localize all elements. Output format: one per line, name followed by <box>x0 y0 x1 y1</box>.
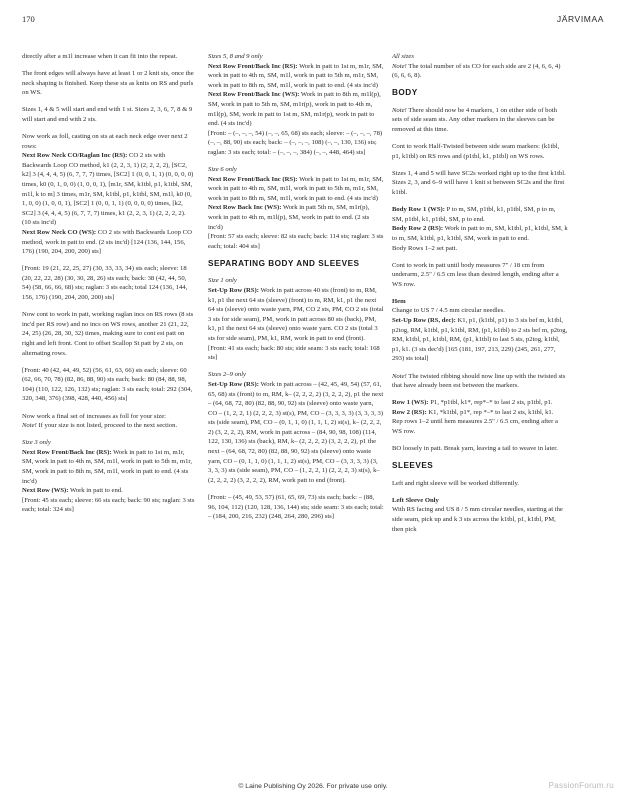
row-label: Next Row (WS): <box>22 487 69 495</box>
note <box>22 421 196 431</box>
size-heading: Sizes 2–9 only <box>208 371 246 379</box>
stitch-count: [Front: 41 sts each; back: 80 sts; side seam: 3 sts each; total: 168 sts] <box>208 344 380 362</box>
instruction-row <box>22 448 196 486</box>
size-heading: Size 6 only <box>208 166 237 174</box>
row-text: CO 2 sts with Backwards Loop CO method, k1 (2, 2, 3, 1) (2, 2, 2, 2), [SC2, k2] 3 (4, 4, 4, 5) (6, 7, 7, 7) times, [SC2] 1 (0, 0, 1, 1) (0, 0, 0, 0) times, k0 (0, 1, 0, 0) (1, 0, 0, 1), [m1r, SM, k1tbl, p1, k1tbl, SM, m1l, k to m] 3 times, m1r, SM, k1tbl, p1, k1tbl, SM, m1l, k0 (0, 1, 0, 0) (1, 0, 0, 1), [SC2] 1 (0, 0, 1, 1) (0, 0, 0, 0) times, [k2, SC2] 3 (4, 4, 4, 5) (6, 7, 7, 7) times, k1 (2, 2, 3, 1) (2, 2, 2, 2). (10 sts inc'd) <box>22 152 194 227</box>
instruction-row <box>392 408 568 418</box>
stitch-count: [Front: 45 sts each; sleeve: 66 sts each; back: 90 sts; raglan: 3 sts each; total: 324 sts] <box>22 496 195 514</box>
paragraph: Cont to work Half-Twisted between side seam markers: (k1tbl, p1, k1tbl) on RS rows and (p1tbl, k1, p1tbl) on WS rows. <box>392 143 560 160</box>
instruction-row <box>208 286 384 344</box>
row-label: Set-Up Row (RS): <box>208 380 259 388</box>
column-middle <box>208 52 384 529</box>
size-heading: All sizes <box>392 53 414 60</box>
paragraph: With RS facing and US 8 / 5 mm circular needles, starting at the side seam, pick up and k 3 sts across the k1tbl, p1, k1tbl, PM, then pick <box>392 506 563 533</box>
instruction-row <box>22 228 196 257</box>
note-label: Note! <box>392 106 407 114</box>
row-label: Row 1 (WS): <box>392 399 429 407</box>
stitch-count: [Front: – (45, 49, 53, 57) (61, 65, 69, 73) sts each; back: – (88, 96, 104, 112) (120, 128, 136, 144) sts; side seam: 3 sts each; total: – (184, 200, 216, 232) (248, 264, 280, 296) sts] <box>208 493 384 521</box>
paragraph: The front edges will always have at least 1 or 2 knit sts, once the neck shaping is finished. Keep these sts as knits on RS and purls on WS. <box>22 70 194 97</box>
paragraph: Sizes 1, 4 & 5 will start and end with 1 st. Sizes 2, 3, 6, 7, 8 & 9 will start and end with 2 sts. <box>22 106 193 123</box>
paragraph: Cont to work in patt until body measures 7" / 18 cm from underarm, 2.5" / 6.5 cm less than desired length, ending after a WS row. <box>392 261 559 288</box>
row-label: Next Row Front/Back Inc (RS): <box>22 448 112 456</box>
section-heading: BODY <box>392 88 418 98</box>
note-label: Note! <box>392 372 407 380</box>
copyright-footer: © Laine Publishing Oy 2026. For private use only. <box>238 783 388 790</box>
instruction-row <box>392 398 568 408</box>
paragraph: Change to US 7 / 4.5 mm circular needles. <box>392 307 505 315</box>
note-text: If your size is not listed, proceed to the next section. <box>36 422 178 430</box>
paragraph: Sizes 1, 4 and 5 will have SC2s worked right up to the first k1tbl. Sizes 2, 3, and 6–9 will have 1 knit st between SC2s and the first k1tbl. <box>392 169 566 197</box>
paragraph: Now work as foll, casting on sts at each neck edge over next 2 rows: <box>22 133 188 150</box>
instruction-row <box>392 205 568 224</box>
row-label: Next Row Front/Back Inc (RS): <box>208 175 298 183</box>
instruction-row <box>208 90 384 128</box>
stitch-count: [Front: – (–, –, –, 54) (–, –, 65, 68) sts each; sleeve: – (–, –, –, 78) (–, –, 88, 90) sts each; back: – (–, –, –, 108) (–, –, 130, 136) sts; raglan: 3 sts each; total: – (–, –, –, 384) (–, –, 448, 464) sts] <box>208 129 383 156</box>
size-heading: Sizes 5, 8 and 9 only <box>208 53 263 60</box>
instruction-row <box>392 224 568 243</box>
watermark: PassionForum.ru <box>548 781 614 790</box>
row-text: Work in patt to end. <box>68 487 123 495</box>
row-text: Work in patt to 1st m, m1r, SM, work in patt to 4th m, SM, m1l, work in patt to 5th m, m1r, SM, work in patt to 8th m, SM, m1l, work in patt to end. (4 sts inc'd) <box>208 62 384 89</box>
paragraph: BO loosely in patt. Break yarn, leaving a tail to weave in later. <box>392 445 558 453</box>
paragraph: Left and right sleeve will be worked differently. <box>392 479 520 487</box>
row-label: Body Row 2 (RS): <box>392 225 444 233</box>
row-label: Next Row Front/Back Inc (WS): <box>208 91 300 99</box>
row-text: P to m, SM, p1tbl, k1, p1tbl, SM, p to m, SM, p1tbl, k1, p1tbl, SM, p to end. <box>392 206 556 223</box>
size-heading: Size 3 only <box>22 439 51 447</box>
row-label: Next Row Front/Back Inc (RS): <box>208 62 298 70</box>
subsection-heading: Hem <box>392 297 406 305</box>
note-text: The twisted ribbing should now line up with the twisted sts that have already been est between the markers. <box>392 372 566 390</box>
note-text: There should now be 4 markers, 1 on either side of both sets of side seam sts. Any other markers in the sleeves can be removed at this time. <box>392 106 557 134</box>
note <box>392 372 568 391</box>
row-text: K1, p1, (k1tbl, p1) to 3 sts bef m, k1tbl, p2tog, RM, k1tbl, p1, k1tbl, RM, (p1, k1tbl) to 2 sts bef m, p2tog, RM, k1tbl, p1, k1tbl, RM, (p1, k1tbl) to last 5 sts, p2tog, k1tbl, p1, k1. (3 sts dec'd) [165 (181, 197, 213, 229) (245, 261, 277, 293) sts total] <box>392 317 568 363</box>
stitch-count: [Front: 57 sts each; sleeve: 82 sts each; back: 114 sts; raglan: 3 sts each; total: 404 sts] <box>208 233 384 250</box>
running-title: JÄRVIMAA <box>556 14 604 24</box>
row-label: Body Row 1 (WS): <box>392 206 445 214</box>
instruction-row <box>208 380 384 486</box>
row-label: Row 2 (RS): <box>392 408 427 416</box>
instruction-row <box>208 175 384 204</box>
row-text: Work in patt to 8th m, m1l(p), SM, work in patt to 5th m, SM, m1r(p), work in patt to 4th m, m1l(p), SM, work in patt to 1st m, SM, m1r(p), work in patt to end. (4 sts inc'd) <box>208 91 381 128</box>
section-heading: SEPARATING BODY AND SLEEVES <box>208 258 360 268</box>
paragraph: Now work a final set of increases as foll for your size: <box>22 412 167 420</box>
column-right <box>392 52 568 542</box>
row-text: Work in patt across 40 sts (front) to m, RM, k1, p1 the next 64 sts (sleeve) (front) to m, RM, k1, p1 the next 64 sts (sleeve) onto waste yarn, PM, CO 2 sts, PM, CO 2 sts (total 3 sts for side seam), PM, work in patt across 80 sts (back), PM, k1, p1 the next 64 sts (sleeve) onto waste yarn. CO 2 sts (total 3 sts for side seam), PM, k1, RM, work in patt to end (front). <box>208 287 384 343</box>
row-text: Work in patt to 1st m, m1r, SM, work in patt to 4th m, SM, m1l, work in patt to 5th m, m1r, SM, work in patt to 8th m, SM, m1l, work in patt to end. (4 sts inc'd) <box>22 448 192 485</box>
page-header <box>22 14 604 28</box>
row-label: Next Row Back Inc (WS): <box>208 204 282 212</box>
page-number: 170 <box>22 14 35 24</box>
size-heading: Size 1 only <box>208 277 237 285</box>
row-text: Work in patt to 1st m, m1r, SM, work in patt to 4th m, SM, m1l, work in patt to 5th m, m1r, SM, work in patt to 8th m, SM, m1l, work in patt to end. (4 sts inc'd) <box>208 175 384 202</box>
note-text: The total number of sts CO for each side are 2 (4, 6, 6, 4) (6, 6, 6, 8). <box>392 62 561 80</box>
paragraph: Rep rows 1–2 until hem measures 2.5" / 6.5 cm, ending after a WS row. <box>392 418 558 435</box>
section-heading: SLEEVES <box>392 461 434 471</box>
column-left <box>22 52 196 522</box>
stitch-count: [Front: 40 (42, 44, 49, 52) (56, 61, 63, 66) sts each; sleeve: 60 (62, 66, 70, 78) (82, 86, 88, 90) sts each; back: 80 (84, 88, 98, 104) (110, 122, 126, 132) sts; raglan: 3 sts each; total: 292 (304, 320, 348, 376) (398, 428, 440, 456) sts] <box>22 366 193 403</box>
stitch-count: [Front: 19 (21, 22, 25, 27) (30, 33, 33, 34) sts each; sleeve: 18 (20, 22, 22, 28) (30, 30, 28, 26) sts each; back: 38 (42, 44, 50, 54) (58, 66, 66, 68) sts; raglan: 3 sts each; total 124 (136, 144, 156, 176) (190, 204, 200, 200) sts] <box>22 265 188 302</box>
row-text: K1, *k1tbl, p1*, rep *–* to last 2 sts, k1tbl, k1. <box>426 408 554 416</box>
row-label: Set-Up Row (RS): <box>208 287 259 295</box>
instruction-row <box>208 203 384 232</box>
row-label: Next Row Neck CO (WS): <box>22 229 97 236</box>
paragraph: Body Rows 1–2 set patt. <box>392 244 458 252</box>
instruction-row <box>392 316 568 364</box>
subsection-heading: Left Sleeve Only <box>392 496 439 504</box>
instruction-row <box>208 62 384 91</box>
row-text: Work in patt 5th m, SM, m1r(p), work in patt to 4th m, m1l(p), SM, work in patt to end. (2 sts inc'd) <box>208 204 370 231</box>
row-text: Work in patt to m, SM, k1tbl, p1, k1tbl, SM, k to m, SM, k1tbl, p1, k1tbl, SM, work in patt to end. <box>392 225 568 242</box>
instruction-row <box>22 486 196 496</box>
paragraph: directly after a m1l increase when it can fit into the repeat. <box>22 53 178 60</box>
paragraph: Now cont to work in patt, working raglan incs on RS rows (8 sts inc'd per RS row) and no incs on WS rows, another 21 (21, 22, 24, 25) (26, 28, 30, 32) times, making sure to cont est patt on right and left front. Cont to offset Scallop St patt by 2 sts, on alternating rows. <box>22 311 194 357</box>
note <box>392 62 568 81</box>
note-label: Note! <box>22 422 37 430</box>
row-text: CO 2 sts with Backwards Loop CO method, work in patt to end. (2 sts inc'd) [124 (136, 144, 156, 176) (190, 204, 200, 200) sts] <box>22 229 192 256</box>
instruction-row <box>22 151 196 228</box>
note <box>392 106 568 135</box>
row-label: Set-Up Row (RS, dec): <box>392 317 456 325</box>
note-label: Note! <box>392 62 407 70</box>
row-text: Work in patt across – (42, 45, 49, 54) (57, 61, 65, 68) sts (front) to m, RM, k– (2, 2, 2, 2) (3, 2, 2, 2), p1 the next – (64, 68, 72, 80) (82, 88, 90, 92) sts (sleeve) onto waste yarn, CO – (1, 2, 2, 1) (2, 2, 2, 3) st(s), PM, CO – (3, 3, 3, 3) (3, 3, 3, 3) sts (side seam), PM, CO – (0, 1, 1, 0) (1, 1, 1, 2) st(s), k– (2, 2, 2, 2) (3, 2, 2, 2), RM, work in patt across – (84, 90, 98, 108) (114, 122, 130, 136) sts (back), RM, k– (2, 2, 2, 2) (3, 2, 2, 2), p1 the next – (64, 68, 72, 80) (82, 88, 90, 92) sts (sleeve) onto waste yarn, CO – (0, 1, 1, 0) (1, 1, 1, 2) st(s), PM, CO – (3, 3, 3, 3) (3, 3, 3, 3) sts (side seam), PM, CO – (1, 2, 2, 1) (2, 2, 2, 3) st(s), k– (2, 2, 2, 2) (3, 2, 2, 2), RM, work patt to end (front). <box>208 380 384 484</box>
row-label: Next Row Neck CO/Raglan Inc (RS): <box>22 152 128 160</box>
row-text: P1, *p1tbl, k1*, rep*–* to last 2 sts, p1tbl, p1. <box>428 399 553 407</box>
